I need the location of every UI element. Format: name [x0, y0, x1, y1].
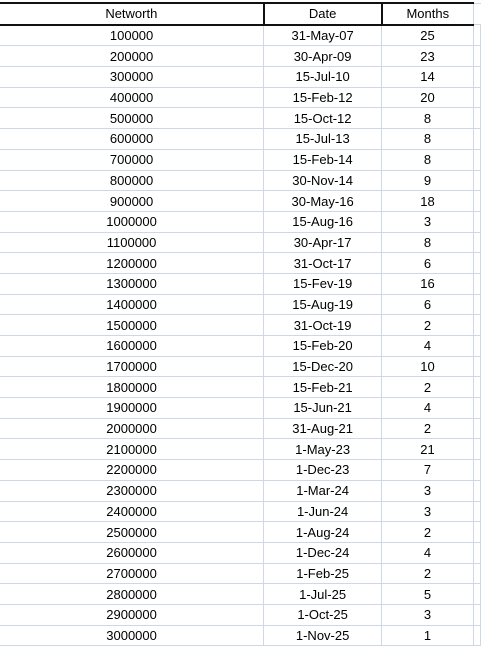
cell-networth[interactable]: 900000: [0, 191, 264, 212]
cell-empty[interactable]: [473, 501, 480, 522]
cell-date[interactable]: 31-Oct-17: [264, 253, 382, 274]
cell-months[interactable]: 8: [382, 108, 474, 129]
cell-date[interactable]: 1-Nov-25: [264, 625, 382, 646]
cell-empty[interactable]: [473, 563, 480, 584]
cell-networth[interactable]: 2500000: [0, 522, 264, 543]
cell-months[interactable]: 4: [382, 336, 474, 357]
table-row: [0, 232, 481, 253]
cell-date[interactable]: 1-Jul-25: [264, 584, 382, 605]
cell-months[interactable]: 3: [382, 604, 474, 625]
cell-months[interactable]: 2: [382, 563, 474, 584]
cell-empty[interactable]: [473, 522, 480, 543]
cell-networth[interactable]: 1700000: [0, 356, 264, 377]
cell-empty[interactable]: [473, 273, 480, 294]
cell-networth[interactable]: 1600000: [0, 336, 264, 357]
cell-date[interactable]: 15-Dec-20: [264, 356, 382, 377]
cell-date[interactable]: 30-Apr-17: [264, 232, 382, 253]
table-row: [0, 460, 481, 481]
cell-empty[interactable]: [473, 460, 480, 481]
header-row: [0, 3, 481, 25]
cell-empty[interactable]: [473, 129, 480, 150]
cell-date[interactable]: 15-Aug-16: [264, 211, 382, 232]
cell-empty[interactable]: [473, 211, 480, 232]
cell-date[interactable]: 31-Oct-19: [264, 315, 382, 336]
cell-date[interactable]: 15-Aug-19: [264, 294, 382, 315]
cell-empty[interactable]: [473, 480, 480, 501]
cell-months[interactable]: 14: [382, 67, 474, 88]
networth-table: [0, 2, 481, 646]
cell-date[interactable]: 15-Feb-14: [264, 149, 382, 170]
cell-months[interactable]: 23: [382, 46, 474, 67]
cell-empty[interactable]: [473, 356, 480, 377]
cell-empty[interactable]: [473, 191, 480, 212]
cell-date[interactable]: 15-Jul-10: [264, 67, 382, 88]
cell-networth[interactable]: 1200000: [0, 253, 264, 274]
table-body: [0, 25, 481, 646]
cell-networth[interactable]: 2100000: [0, 439, 264, 460]
cell-date[interactable]: 30-Apr-09: [264, 46, 382, 67]
table-row: [0, 129, 481, 150]
cell-months[interactable]: 2: [382, 418, 474, 439]
cell-networth[interactable]: 2900000: [0, 604, 264, 625]
cell-empty[interactable]: [473, 232, 480, 253]
cell-networth[interactable]: 2300000: [0, 480, 264, 501]
cell-months[interactable]: 8: [382, 149, 474, 170]
table-row: [0, 170, 481, 191]
cell-empty[interactable]: [473, 439, 480, 460]
cell-date[interactable]: 30-May-16: [264, 191, 382, 212]
cell-date[interactable]: 15-Oct-12: [264, 108, 382, 129]
cell-networth[interactable]: 300000: [0, 67, 264, 88]
table-row: [0, 294, 481, 315]
cell-months[interactable]: 1: [382, 625, 474, 646]
cell-months[interactable]: 2: [382, 315, 474, 336]
cell-empty[interactable]: [473, 625, 480, 646]
table-row: [0, 108, 481, 129]
cell-networth[interactable]: 400000: [0, 87, 264, 108]
cell-date[interactable]: 1-Mar-24: [264, 480, 382, 501]
table-row: [0, 522, 481, 543]
cell-months[interactable]: 20: [382, 87, 474, 108]
cell-networth[interactable]: 1900000: [0, 398, 264, 419]
cell-months[interactable]: 9: [382, 170, 474, 191]
cell-months[interactable]: 16: [382, 273, 474, 294]
table-row: [0, 273, 481, 294]
table-row: [0, 398, 481, 419]
cell-months[interactable]: 10: [382, 356, 474, 377]
cell-months[interactable]: 5: [382, 584, 474, 605]
table-row: [0, 191, 481, 212]
table-row: [0, 315, 481, 336]
table-row: [0, 563, 481, 584]
cell-date[interactable]: 15-Feb-12: [264, 87, 382, 108]
cell-empty[interactable]: [473, 25, 480, 46]
cell-date[interactable]: 15-Feb-20: [264, 336, 382, 357]
cell-networth[interactable]: 2000000: [0, 418, 264, 439]
table-row: [0, 542, 481, 563]
header-networth[interactable]: Networth: [0, 3, 264, 25]
table-row: [0, 625, 481, 646]
cell-months[interactable]: 4: [382, 542, 474, 563]
header-empty-cell[interactable]: [473, 3, 480, 25]
header-months[interactable]: Months: [382, 3, 474, 25]
cell-empty[interactable]: [473, 584, 480, 605]
cell-date[interactable]: 31-Aug-21: [264, 418, 382, 439]
cell-months[interactable]: 21: [382, 439, 474, 460]
cell-date[interactable]: 1-Jun-24: [264, 501, 382, 522]
cell-months[interactable]: 3: [382, 211, 474, 232]
cell-date[interactable]: 31-May-07: [264, 25, 382, 46]
cell-networth[interactable]: 3000000: [0, 625, 264, 646]
cell-date[interactable]: 15-Fev-19: [264, 273, 382, 294]
cell-date[interactable]: 15-Jul-13: [264, 129, 382, 150]
table-row: [0, 377, 481, 398]
cell-networth[interactable]: 500000: [0, 108, 264, 129]
cell-networth[interactable]: 1500000: [0, 315, 264, 336]
cell-empty[interactable]: [473, 398, 480, 419]
cell-networth[interactable]: 2200000: [0, 460, 264, 481]
cell-months[interactable]: 3: [382, 501, 474, 522]
cell-networth[interactable]: 2400000: [0, 501, 264, 522]
cell-networth[interactable]: 1300000: [0, 273, 264, 294]
cell-date[interactable]: 15-Feb-21: [264, 377, 382, 398]
cell-date[interactable]: 1-Aug-24: [264, 522, 382, 543]
table-row: [0, 356, 481, 377]
table-row: [0, 584, 481, 605]
table-row: [0, 211, 481, 232]
cell-empty[interactable]: [473, 87, 480, 108]
cell-months[interactable]: 6: [382, 294, 474, 315]
cell-months[interactable]: 2: [382, 522, 474, 543]
cell-months[interactable]: 2: [382, 377, 474, 398]
cell-empty[interactable]: [473, 294, 480, 315]
cell-date[interactable]: 1-Dec-23: [264, 460, 382, 481]
cell-empty[interactable]: [473, 170, 480, 191]
cell-empty[interactable]: [473, 377, 480, 398]
table-row: [0, 253, 481, 274]
cell-empty[interactable]: [473, 336, 480, 357]
cell-months[interactable]: 6: [382, 253, 474, 274]
cell-months[interactable]: 7: [382, 460, 474, 481]
cell-months[interactable]: 8: [382, 129, 474, 150]
cell-empty[interactable]: [473, 149, 480, 170]
cell-date[interactable]: 15-Jun-21: [264, 398, 382, 419]
cell-networth[interactable]: 1100000: [0, 232, 264, 253]
cell-networth[interactable]: 700000: [0, 149, 264, 170]
table-row: [0, 25, 481, 46]
table-row: [0, 336, 481, 357]
cell-date[interactable]: 30-Nov-14: [264, 170, 382, 191]
cell-networth[interactable]: 1000000: [0, 211, 264, 232]
cell-months[interactable]: 8: [382, 232, 474, 253]
header-date[interactable]: Date: [264, 3, 382, 25]
table-row: [0, 87, 481, 108]
cell-empty[interactable]: [473, 604, 480, 625]
cell-date[interactable]: 1-Feb-25: [264, 563, 382, 584]
cell-networth[interactable]: 1800000: [0, 377, 264, 398]
cell-networth[interactable]: 100000: [0, 25, 264, 46]
table-row: [0, 46, 481, 67]
cell-networth[interactable]: 200000: [0, 46, 264, 67]
table-row: [0, 604, 481, 625]
cell-date[interactable]: 1-May-23: [264, 439, 382, 460]
cell-empty[interactable]: [473, 253, 480, 274]
cell-empty[interactable]: [473, 46, 480, 67]
cell-months[interactable]: 18: [382, 191, 474, 212]
table-row: [0, 149, 481, 170]
cell-networth[interactable]: 2800000: [0, 584, 264, 605]
cell-months[interactable]: 25: [382, 25, 474, 46]
table-row: [0, 418, 481, 439]
cell-empty[interactable]: [473, 418, 480, 439]
cell-empty[interactable]: [473, 108, 480, 129]
table-row: [0, 67, 481, 88]
table-row: [0, 501, 481, 522]
cell-months[interactable]: 4: [382, 398, 474, 419]
cell-empty[interactable]: [473, 67, 480, 88]
cell-date[interactable]: 1-Dec-24: [264, 542, 382, 563]
cell-networth[interactable]: 800000: [0, 170, 264, 191]
table-row: [0, 439, 481, 460]
cell-networth[interactable]: 600000: [0, 129, 264, 150]
table-row: [0, 480, 481, 501]
cell-empty[interactable]: [473, 315, 480, 336]
cell-months[interactable]: 3: [382, 480, 474, 501]
cell-networth[interactable]: 2700000: [0, 563, 264, 584]
cell-date[interactable]: 1-Oct-25: [264, 604, 382, 625]
cell-networth[interactable]: 1400000: [0, 294, 264, 315]
cell-networth[interactable]: 2600000: [0, 542, 264, 563]
cell-empty[interactable]: [473, 542, 480, 563]
